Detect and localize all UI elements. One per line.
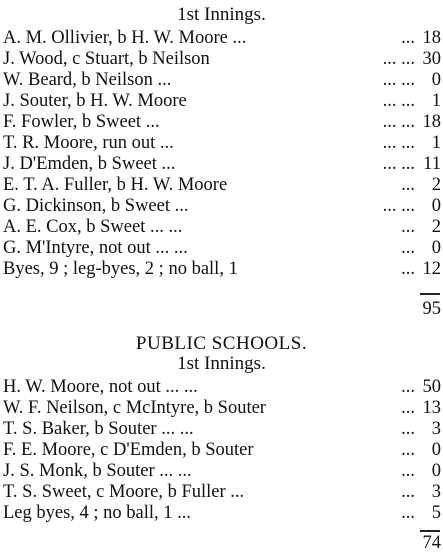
- total-rule: [420, 293, 440, 295]
- runs-score: 0: [431, 238, 441, 258]
- runs-score: 1: [431, 133, 441, 153]
- batsman-entry: W. F. Neilson, c McIntyre, b Souter: [3, 398, 266, 418]
- batsman-entry: J. D'Emden, b Sweet ...: [3, 154, 176, 174]
- batting-row: [3, 398, 441, 419]
- batting-row: [3, 217, 441, 238]
- batting-row: [3, 482, 441, 503]
- runs-score: 0: [431, 440, 441, 460]
- runs-score: 5: [431, 503, 441, 523]
- runs-score: 2: [431, 217, 441, 237]
- leader-dots: ...: [401, 398, 415, 418]
- batting-row: [3, 154, 441, 175]
- innings-heading-2: 1st Innings.: [177, 353, 266, 374]
- runs-score: 12: [422, 259, 441, 279]
- batting-row: [3, 175, 441, 196]
- leader-dots: ...: [401, 28, 415, 48]
- extras-row: [3, 259, 441, 280]
- leader-dots: ...: [401, 503, 415, 523]
- batsman-entry: G. Dickinson, b Sweet ...: [3, 196, 189, 216]
- batting-row: [3, 112, 441, 133]
- runs-score: 3: [431, 482, 441, 502]
- runs-score: 18: [422, 28, 441, 48]
- batsman-entry: T. S. Sweet, c Moore, b Fuller ...: [3, 482, 245, 502]
- leader-dots: ... ...: [382, 154, 415, 174]
- runs-score: 13: [422, 398, 441, 418]
- batting-row: [3, 49, 441, 70]
- batting-row: [3, 28, 441, 49]
- extras-entry: Byes, 9 ; leg-byes, 2 ; no ball, 1: [3, 259, 238, 279]
- batsman-entry: J. Wood, c Stuart, b Neilson: [3, 49, 210, 69]
- batting-row: [3, 377, 441, 398]
- batsman-entry: W. Beard, b Neilson ...: [3, 70, 172, 90]
- batsman-entry: A. E. Cox, b Sweet ... ...: [3, 217, 183, 237]
- leader-dots: ...: [401, 175, 415, 195]
- batting-row: [3, 419, 441, 440]
- runs-score: 11: [423, 154, 441, 174]
- runs-score: 0: [431, 461, 441, 481]
- runs-score: 18: [422, 112, 441, 132]
- batsman-entry: T. R. Moore, run out ...: [3, 133, 174, 153]
- leader-dots: ...: [401, 377, 415, 397]
- leader-dots: ... ...: [382, 196, 415, 216]
- batting-row: [3, 461, 441, 482]
- batsman-entry: H. W. Moore, not out ... ...: [3, 377, 198, 397]
- leader-dots: ...: [401, 461, 415, 481]
- runs-score: 3: [431, 419, 441, 439]
- batsman-entry: T. S. Baker, b Souter ... ...: [3, 419, 194, 439]
- runs-score: 2: [431, 175, 441, 195]
- leader-dots: ... ...: [382, 70, 415, 90]
- batting-row: [3, 440, 441, 461]
- batsman-entry: G. M'Intyre, not out ... ...: [3, 238, 188, 258]
- leader-dots: ... ...: [382, 133, 415, 153]
- team-heading: PUBLIC SCHOOLS.: [135, 333, 308, 354]
- batting-row: [3, 133, 441, 154]
- batsman-entry: E. T. A. Fuller, b H. W. Moore: [3, 175, 228, 195]
- batsman-entry: J. S. Monk, b Souter ... ...: [3, 461, 192, 481]
- leader-dots: ...: [401, 419, 415, 439]
- runs-score: 50: [422, 377, 441, 397]
- batsman-entry: J. Souter, b H. W. Moore: [3, 91, 187, 111]
- leader-dots: ...: [401, 259, 415, 279]
- innings-heading-1: 1st Innings.: [177, 4, 266, 25]
- runs-score: 0: [431, 196, 441, 216]
- leader-dots: ...: [401, 482, 415, 502]
- innings-total: 95: [422, 299, 441, 319]
- innings-total: 74: [422, 533, 441, 553]
- extras-entry: Leg byes, 4 ; no ball, 1 ...: [3, 503, 192, 523]
- batsman-entry: A. M. Ollivier, b H. W. Moore ...: [3, 28, 247, 48]
- total-rule: [420, 530, 440, 532]
- leader-dots: ... ...: [382, 49, 415, 69]
- batsman-entry: F. E. Moore, c D'Emden, b Souter: [3, 440, 254, 460]
- leader-dots: ...: [401, 238, 415, 258]
- leader-dots: ... ...: [382, 112, 415, 132]
- leader-dots: ...: [401, 217, 415, 237]
- leader-dots: ...: [401, 440, 415, 460]
- batting-row: [3, 91, 441, 112]
- leader-dots: ... ...: [382, 91, 415, 111]
- batting-row: [3, 70, 441, 91]
- batsman-entry: F. Fowler, b Sweet ...: [3, 112, 160, 132]
- runs-score: 1: [431, 91, 441, 111]
- batting-row: [3, 196, 441, 217]
- runs-score: 0: [431, 70, 441, 90]
- batting-row: [3, 238, 441, 259]
- runs-score: 30: [422, 49, 441, 69]
- extras-row: [3, 503, 441, 524]
